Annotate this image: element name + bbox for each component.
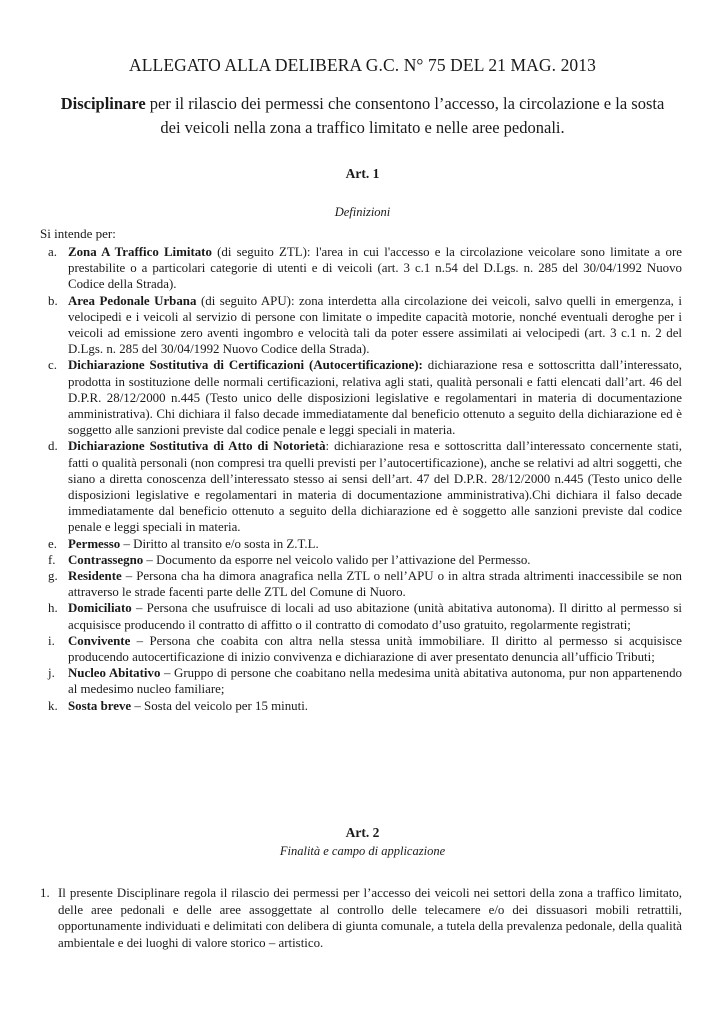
definition-term: Residente xyxy=(68,569,122,584)
definition-text: – Persona cha ha dimora anagrafica nella ZTL o nell’APU o in altra strada altrimenti inaccessibile se non attraverso le strade facenti parte delle ZTL del Comune di Nuoro. xyxy=(68,569,682,600)
paragraph-text: Il presente Disciplinare regola il rilascio dei permessi per l’accesso dei veicoli nei settori della zona a traffico limitato, delle aree pedonali e delle aree assoggettate al controllo delle telecamere e/o dei dissuasori mobili retrattili, opportunamente individuati e delimitati con delibera di giunta comunale, a tutela della prevalenza pedonale, della qualità ambientale e dei luoghi di valore storico – artistico. xyxy=(58,886,682,950)
definition-text: – Persona che usufruisce di locali ad uso abitazione (unità abitativa autonoma). Il diritto al permesso si acquisisce producendo il contratto di affitto o il contratto di comodato d’uso gratuito, regolarmente registrati; xyxy=(68,601,682,632)
definition-text: – Persona che coabita con altra nella stessa unità immobiliare. Il diritto al permesso si acquisisce producendo autocertificazione di inizio convivenza e dichiarazione di aver presentato denuncia all’ufficio Tributi; xyxy=(68,633,682,665)
definition-text: (di seguito APU): zona interdetta alla circolazione dei veicoli, salvo quelli in emergenza, i velocipedi e i veicoli al servizio di persone con limitate o impedite capacità motorie, nonché eventuali deroghe per i veicoli ad emissione zero aventi ingombro e velocità tali da poter essere assimilati ai velocipedi (art. 3 c.1 n. 2 del D.Lgs. n. 285 del 30/04/1992 Nuovo Codice della Strada). xyxy=(68,293,683,357)
paragraph-number: 1. xyxy=(40,886,50,900)
definition-marker: d. xyxy=(48,439,58,454)
definition-item xyxy=(40,552,682,568)
definition-text: dichiarazione resa e sottoscritta dall’interessato, prodotta in sostituzione delle normali certificazioni, relativa agli stati, qualità personali e fatti elencati dall’art. 46 del D.P.R. 28/12/2000 n.445 (Testo unico delle disposizioni legislative e regolamentari in materia di documentazione amministrativa). Chi dichiara il falso decade immediatamente dal beneficio ottenuto a seguito della dichiarazione ed è soggetto alle sanzioni previste dal codice penale e leggi speciali in materia. xyxy=(68,358,682,438)
definition-item xyxy=(40,244,682,293)
definition-term: Contrassegno xyxy=(68,552,144,567)
definition-item xyxy=(40,536,682,552)
definition-term: Domiciliato xyxy=(68,601,132,616)
definition-item xyxy=(40,633,682,665)
definition-marker: i. xyxy=(48,633,55,648)
article-2-title: Art. 2 xyxy=(345,825,380,840)
definition-item xyxy=(40,568,682,600)
definition-marker: k. xyxy=(48,698,58,713)
definition-marker: b. xyxy=(48,293,58,308)
definition-term: Sosta breve xyxy=(68,698,132,713)
definition-term: Zona A Traffico Limitato xyxy=(68,245,212,259)
article-2-paragraphs xyxy=(28,885,682,951)
article-1-subtitle: Definizioni xyxy=(334,205,391,219)
definition-marker: f. xyxy=(48,552,56,567)
definition-item xyxy=(40,600,682,632)
definition-term: Convivente xyxy=(68,633,131,648)
definition-text: (di seguito ZTL): l'area in cui l'accesso e la circolazione veicolare sono limitate a ore prestabilite o a particolari categorie di utenti e di veicoli (art. 3 c.1 n.54 del D.Lgs. n. 285 del 30/04/1992 Nuovo Codice della Strada). xyxy=(68,245,682,292)
definition-item xyxy=(40,698,682,714)
paragraph-item xyxy=(28,885,682,951)
definition-term: Permesso xyxy=(68,536,121,551)
definition-term: Dichiarazione Sostitutiva di Atto di Notorietà xyxy=(68,439,326,454)
article-1-title: Art. 1 xyxy=(345,166,380,181)
definitions-intro: Si intende per: xyxy=(40,226,116,241)
subtitle-bold-word: Disciplinare xyxy=(60,94,146,113)
definition-marker: g. xyxy=(48,569,58,584)
document-subtitle xyxy=(60,92,665,140)
definition-marker: a. xyxy=(48,245,57,259)
definition-item xyxy=(40,357,682,438)
definition-marker: h. xyxy=(48,601,58,616)
article-2-subtitle: Finalità e campo di applicazione xyxy=(279,844,446,858)
definition-text: – Sosta del veicolo per 15 minuti. xyxy=(131,698,309,713)
definition-term: Dichiarazione Sostitutiva di Certificazioni (Autocertificazione): xyxy=(68,358,423,373)
definition-item xyxy=(40,665,682,697)
definition-text: – Documento da esporre nel veicolo valido per l’attivazione del Permesso. xyxy=(143,552,531,567)
definition-text: – Gruppo di persone che coabitano nella medesima unità abitativa autonoma, pur non appartenendo al medesimo nucleo familiare; xyxy=(68,666,682,697)
definition-item xyxy=(40,293,682,358)
annex-heading: ALLEGATO ALLA DELIBERA G.C. N° 75 DEL 21 MAG. 2013 xyxy=(129,55,596,75)
definition-marker: e. xyxy=(48,536,57,551)
definitions-list xyxy=(40,244,682,714)
definition-term: Area Pedonale Urbana xyxy=(68,293,197,308)
definition-text: : dichiarazione resa e sottoscritta dall’interessato concernente stati, fatti o qualità personali (non compresi tra quelli previsti per l’autocertificazione), anche se relativi ad altri soggetti, che siano a diretta conoscenza dell’interessato stesso ai sensi dell’art. 47 del D.P.R. 28/12/2000 n.445 (Testo unico delle disposizioni legislative e regolamentari in materia di documentazione amministrativa).Chi dichiara il falso decade immediatamente dal beneficio ottenuto a seguito della dichiarazione ed è soggetto alle sanzioni previste dal codice penale e leggi speciali in materia. xyxy=(68,439,683,535)
definition-text: – Diritto al transito e/o sosta in Z.T.L. xyxy=(120,536,319,551)
definition-marker: j. xyxy=(48,666,55,681)
definition-term: Nucleo Abitativo xyxy=(68,666,161,681)
definition-item xyxy=(40,438,682,535)
subtitle-text: per il rilascio dei permessi che consentono l’accesso, la circolazione e la sosta dei veicoli nella zona a traffico limitato e nelle aree pedonali. xyxy=(145,94,665,137)
definition-marker: c. xyxy=(48,358,57,373)
